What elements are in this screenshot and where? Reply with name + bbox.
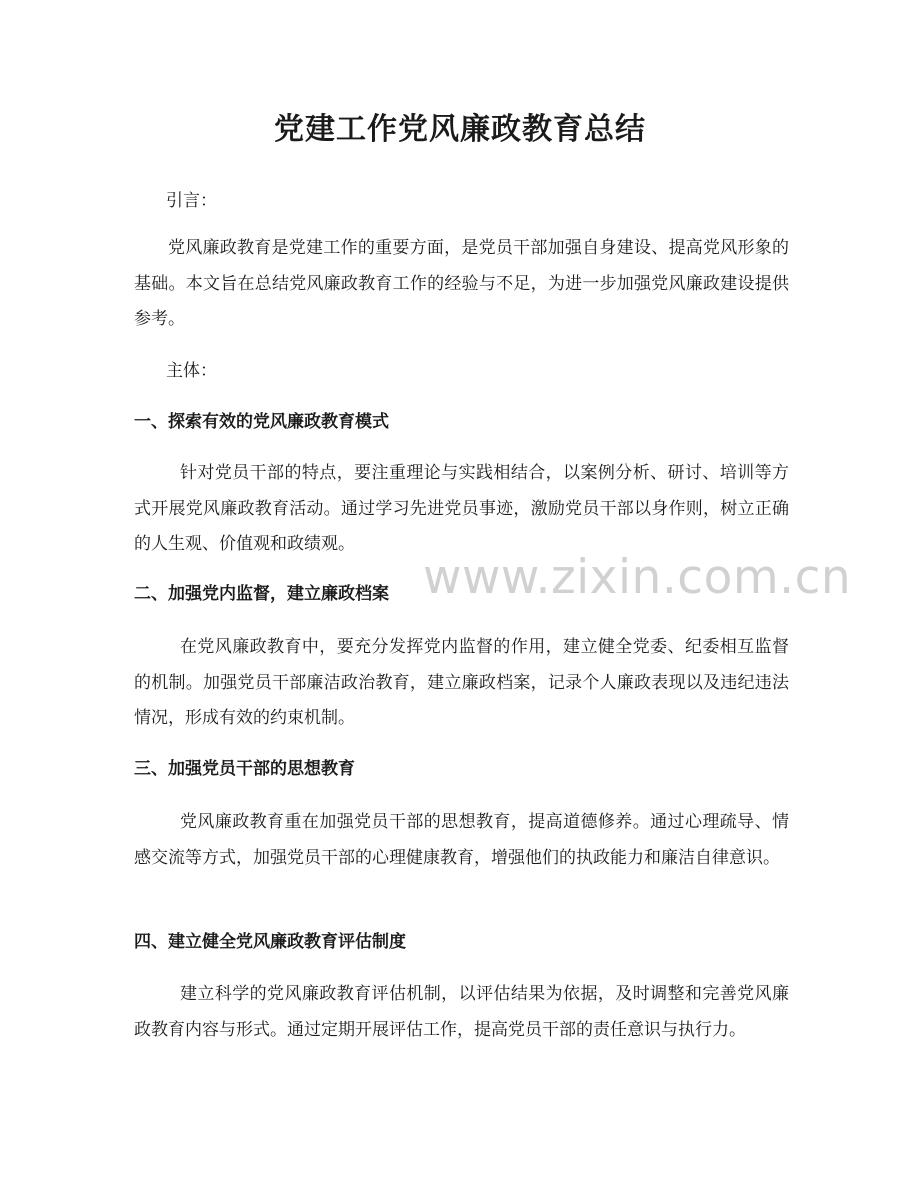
- body-label: 主体：: [166, 361, 217, 381]
- section-heading-4: 四、建立健全党风廉政教育评估制度: [134, 932, 406, 952]
- section-paragraph-1: 针对党员干部的特点，要注重理论与实践相结合，以案例分析、研讨、培训等方式开展党风廉政教育活动。通过学习先进党员事迹，激励党员干部以身作则，树立正确的人生观、价值观和政绩观。: [134, 463, 789, 554]
- watermark: www.zixin.com.cn: [423, 550, 852, 605]
- section-heading-2: 二、加强党内监督，建立廉政档案: [134, 584, 389, 604]
- section-paragraph-3: 党风廉政教育重在加强党员干部的思想教育，提高道德修养。通过心理疏导、情感交流等方式，加强党员干部的心理健康教育，增强他们的执政能力和廉洁自律意识。: [134, 812, 789, 868]
- intro-paragraph: 党风廉政教育是党建工作的重要方面，是党员干部加强自身建设、提高党风形象的基础。本文旨在总结党风廉政教育工作的经验与不足，为进一步加强党风廉政建设提供参考。: [134, 238, 789, 329]
- section-paragraph-4: 建立科学的党风廉政教育评估机制，以评估结果为依据，及时调整和完善党风廉政教育内容与形式。通过定期开展评估工作，提高党员干部的责任意识与执行力。: [134, 984, 789, 1040]
- section-heading-1: 一、探索有效的党风廉政教育模式: [134, 412, 389, 432]
- page-title: 党建工作党风廉政教育总结: [274, 112, 646, 147]
- section-heading-3: 三、加强党员干部的思想教育: [134, 759, 355, 779]
- intro-label: 引言：: [166, 191, 217, 211]
- section-paragraph-2: 在党风廉政教育中，要充分发挥党内监督的作用，建立健全党委、纪委相互监督的机制。加强党员干部廉洁政治教育，建立廉政档案，记录个人廉政表现以及违纪违法情况，形成有效的约束机制。: [134, 637, 789, 728]
